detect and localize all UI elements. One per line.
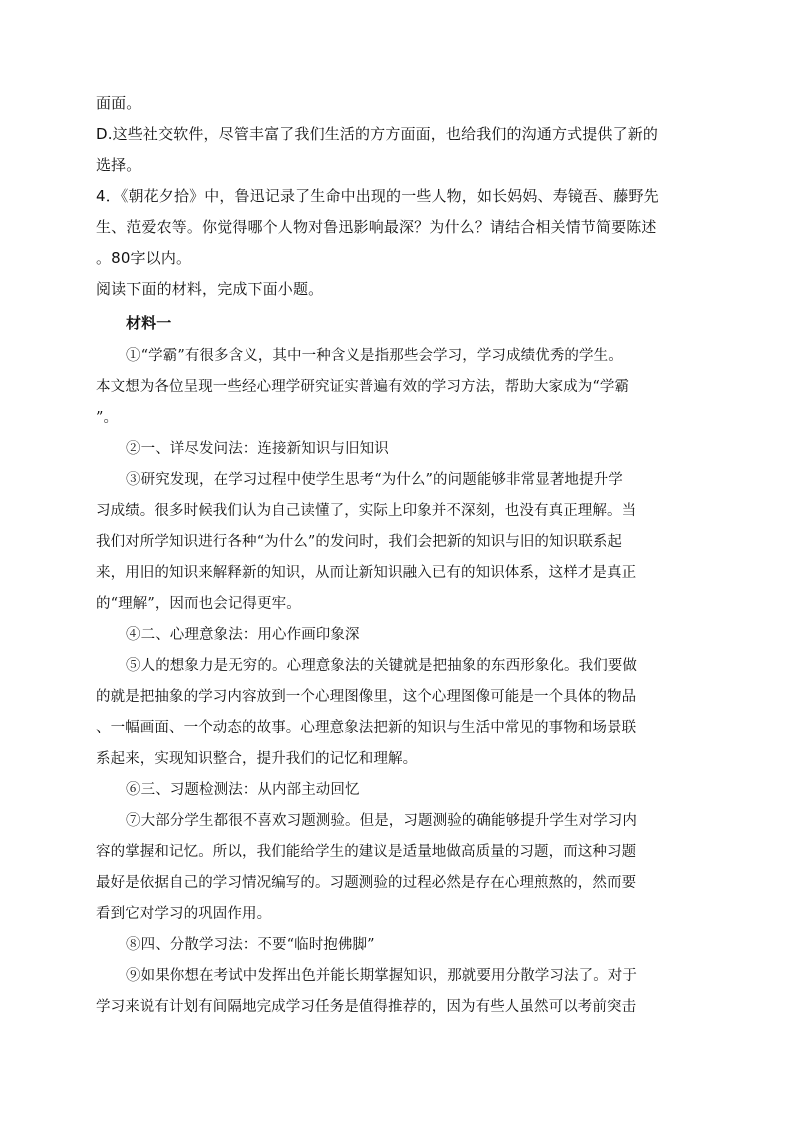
material-line: 容的掌握和记忆。所以，我们能给学生的建议是适量地做高质量的习题，而这种习题 <box>96 844 637 860</box>
material-line: ⑤人的想象力是无穷的。心理意象法的关键就是把抽象的东西形象化。我们要做 <box>126 658 637 674</box>
material-line: 习成绩。很多时候我们认为自己读懂了，实际上印象并不深刻，也没有真正理解。当 <box>96 503 637 519</box>
material-line: ⑨如果你想在考试中发挥出色并能长期掌握知识，那就要用分散学习法了。对于 <box>126 968 637 984</box>
material-line: 学习来说有计划有间隔地完成学习任务是值得推荐的，因为有些人虽然可以考前突击 <box>96 999 637 1015</box>
option-d-line-1: D.这些社交软件，尽管丰富了我们生活的方方面面，也给我们的沟通方式提供了新的 <box>96 125 659 143</box>
option-d-line-2: 选择。 <box>96 156 142 174</box>
section-heading-3: ⑥三、习题检测法：从内部主动回忆 <box>126 782 360 798</box>
material-line: 系起来，实现知识整合，提升我们的记忆和理解。 <box>96 751 418 767</box>
material-line: 看到它对学习的巩固作用。 <box>96 906 272 922</box>
material-line: 来，用旧的知识来解释新的知识，从而让新知识融入已有的知识体系，这样才是真正 <box>96 565 637 581</box>
material-line: 我们对所学知识进行各种“为什么”的发问时，我们会把新的知识与旧的知识联系起 <box>96 534 623 550</box>
material-line: 的就是把抽象的学习内容放到一个心理图像里，这个心理图像可能是一个具体的物品 <box>96 689 637 705</box>
material-line: ”。 <box>96 410 119 426</box>
section-heading-2: ④二、心理意象法：用心作画印象深 <box>126 627 360 643</box>
material-line: 的“理解”，因而也会记得更牢。 <box>96 596 301 612</box>
question-4-line-2: 生、范爱农等。你觉得哪个人物对鲁迅影响最深？为什么？请结合相关情节简要陈述 <box>96 218 657 236</box>
material-line: ③研究发现，在学习过程中使学生思考“为什么”的问题能够非常显著地提升学 <box>126 472 623 488</box>
material-title: 材料一 <box>126 314 172 332</box>
text-line: 面面。 <box>96 94 142 112</box>
document-page <box>96 88 700 1023</box>
reading-instruction: 阅读下面的材料，完成下面小题。 <box>96 280 324 298</box>
material-line: ⑦大部分学生都很不喜欢习题测验。但是，习题测验的确能够提升学生对学习内 <box>126 813 637 829</box>
question-4-line-3: 。80字以内。 <box>96 249 192 267</box>
section-heading-4: ⑧四、分散学习法：不要“临时抱佛脚” <box>126 937 375 953</box>
material-line: ①“学霸”有很多含义，其中一种含义是指那些会学习，学习成绩优秀的学生。 <box>126 348 623 364</box>
material-line: 、一幅画面、一个动态的故事。心理意象法把新的知识与生活中常见的事物和场景联 <box>96 720 637 736</box>
question-4-line-1: 4．《朝花夕拾》中，鲁迅记录了生命中出现的一些人物，如长妈妈、寿镜吾、藤野先 <box>96 187 659 205</box>
material-line: 最好是依据自己的学习情况编写的。习题测验的过程必然是存在心理煎熬的，然而要 <box>96 875 637 891</box>
material-line: 本文想为各位呈现一些经心理学研究证实普遍有效的学习方法，帮助大家成为“学霸 <box>96 379 630 395</box>
section-heading-1: ②一、详尽发问法：连接新知识与旧知识 <box>126 441 389 457</box>
